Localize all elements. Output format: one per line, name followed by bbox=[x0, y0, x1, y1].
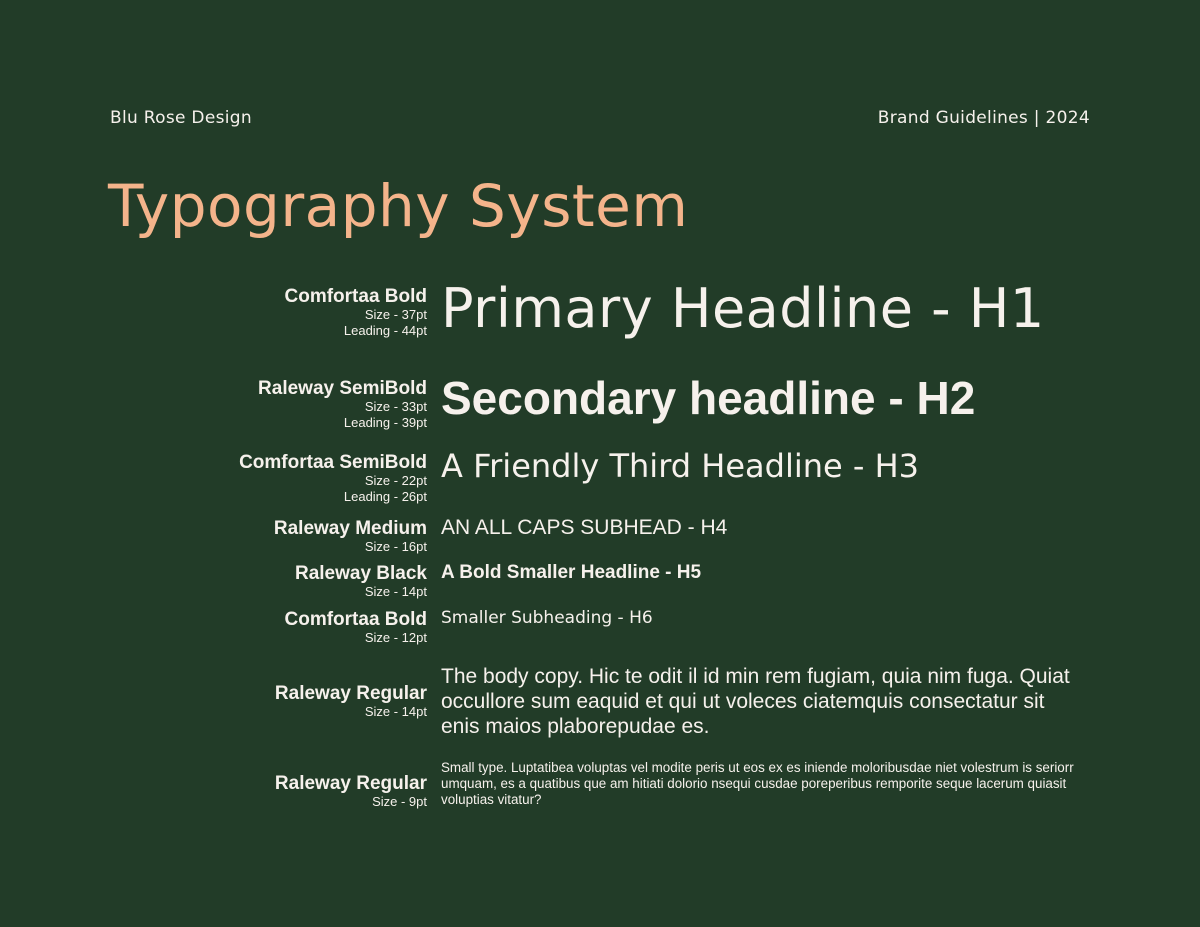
font-size: Size - 14pt bbox=[364, 704, 427, 719]
font-name: Raleway Medium bbox=[273, 518, 427, 539]
font-name: Raleway Black bbox=[294, 563, 427, 584]
type-spec bbox=[285, 610, 428, 646]
font-name: Raleway SemiBold bbox=[258, 378, 427, 399]
font-size: Size - 16pt bbox=[364, 539, 427, 554]
sample-h1: Primary Headline - H1 bbox=[441, 277, 1045, 340]
sample-h6: Smaller Subheading - H6 bbox=[441, 608, 653, 628]
font-name: Comfortaa SemiBold bbox=[239, 452, 427, 473]
type-spec bbox=[274, 519, 427, 555]
font-name: Comfortaa Bold bbox=[284, 609, 427, 630]
font-size: Size - 37pt bbox=[364, 307, 427, 322]
brand-name: Blu Rose Design bbox=[110, 108, 252, 128]
font-leading: Leading - 44pt bbox=[343, 323, 427, 338]
type-spec bbox=[285, 287, 428, 339]
sample-h5: A Bold Smaller Headline - H5 bbox=[441, 562, 702, 583]
font-name: Raleway Regular bbox=[274, 773, 427, 794]
sample-h3: A Friendly Third Headline - H3 bbox=[441, 447, 919, 485]
font-size: Size - 12pt bbox=[364, 630, 427, 645]
sample-h2: Secondary headline - H2 bbox=[441, 372, 976, 424]
font-size: Size - 14pt bbox=[364, 584, 427, 599]
font-name: Raleway Regular bbox=[274, 683, 427, 704]
font-leading: Leading - 39pt bbox=[343, 415, 427, 430]
font-leading: Leading - 26pt bbox=[343, 489, 427, 504]
type-spec bbox=[239, 453, 427, 505]
font-name: Comfortaa Bold bbox=[284, 286, 427, 307]
type-spec bbox=[275, 774, 427, 810]
sample-body: The body copy. Hic te odit il id min rem fugiam, quia nim fuga. Quiat occullore sum eaquid et qui ut voleces ciatemquis consectatur sit enis maios plaborepudae es. bbox=[441, 665, 1070, 738]
type-spec bbox=[275, 684, 427, 720]
font-size: Size - 33pt bbox=[364, 399, 427, 414]
guideline-label: Brand Guidelines | 2024 bbox=[877, 108, 1090, 128]
type-spec bbox=[258, 379, 427, 431]
font-size: Size - 9pt bbox=[372, 794, 427, 809]
sample-h4: AN ALL CAPS SUBHEAD - H4 bbox=[441, 516, 728, 539]
type-spec bbox=[295, 564, 427, 600]
sample-small: Small type. Luptatibea voluptas vel modite peris ut eos ex es iniende moloribusdae niet volestrum is seriorr umquam, es a quatibus que am hitiati dolorio nsequi cusdae poreperibus remporite seque lacerum quiasit voluptias vitatur? bbox=[441, 760, 1074, 807]
font-size: Size - 22pt bbox=[364, 473, 427, 488]
page-title: Typography System bbox=[108, 172, 689, 240]
